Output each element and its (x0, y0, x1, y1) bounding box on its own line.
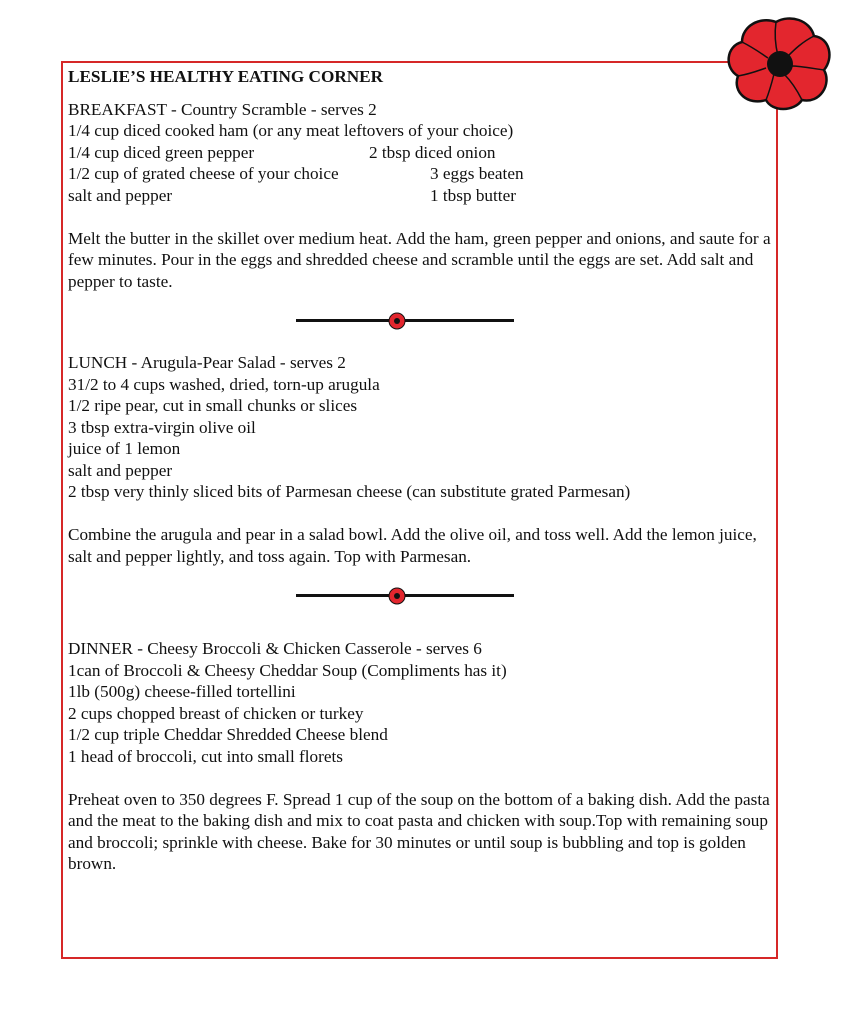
dinner-method: Preheat oven to 350 degrees F. Spread 1 cup of the soup on the bottom of a baking dish. Add the pasta and the meat to the baking dish and mix to coat pasta and chicken with soup.Top with remaining soup and broccoli; sprinkle with cheese. Bake for 30 minutes or until soup is bubbling and top is golden brown. (68, 789, 770, 873)
ingredient-line: 1lb (500g) cheese-filled tortellini (68, 682, 296, 701)
section-divider (296, 585, 514, 605)
ingredient-row (68, 142, 773, 164)
page-title: LESLIE’S HEALTHY EATING CORNER (68, 67, 384, 86)
ingredient-right: 1 tbsp butter (430, 185, 516, 205)
lunch-heading: LUNCH - Arugula-Pear Salad - serves 2 (68, 353, 346, 372)
ingredient-right: 2 tbsp diced onion (369, 142, 496, 162)
poppy-flower-icon (388, 587, 406, 605)
ingredient-left: 1/4 cup diced green pepper (68, 142, 255, 162)
ingredient-left: 1/2 cup of grated cheese of your choice (68, 164, 339, 183)
ingredient-line: 1can of Broccoli & Cheesy Cheddar Soup (Compliments has it) (68, 660, 507, 680)
ingredient-line: 1 head of broccoli, cut into small florets (68, 746, 343, 766)
ingredient-row (68, 163, 773, 185)
ingredient-line: 31/2 to 4 cups washed, dried, torn-up arugula (68, 374, 380, 394)
ingredient-line: salt and pepper (68, 460, 173, 480)
section-divider (296, 310, 514, 330)
dinner-heading: DINNER - Cheesy Broccoli & Chicken Casserole - serves 6 (68, 639, 482, 658)
ingredient-line: 1/2 ripe pear, cut in small chunks or slices (68, 396, 358, 415)
breakfast-heading: BREAKFAST - Country Scramble - serves 2 (68, 99, 377, 119)
poppy-flower-icon (388, 312, 406, 330)
ingredient-line: 2 cups chopped breast of chicken or turkey (68, 703, 364, 723)
ingredient-left: salt and pepper (68, 185, 173, 205)
ingredient-line: 3 tbsp extra-virgin olive oil (68, 417, 256, 437)
ingredient-line: 2 tbsp very thinly sliced bits of Parmesan cheese (can substitute grated Parmesan) (68, 482, 631, 501)
ingredient-line: 1/4 cup diced cooked ham (or any meat leftovers of your choice) (68, 121, 514, 140)
recipe-content (68, 66, 773, 875)
ingredient-line: juice of 1 lemon (68, 439, 181, 458)
ingredient-line: 1/2 cup triple Cheddar Shredded Cheese blend (68, 725, 388, 744)
ingredient-row (68, 185, 773, 207)
ingredient-right: 3 eggs beaten (430, 164, 524, 183)
breakfast-method: Melt the butter in the skillet over medium heat. Add the ham, green pepper and onions, and saute for a few minutes. Pour in the eggs and shredded cheese and scramble until the eggs are set. Add salt and pepper to taste. (68, 228, 771, 291)
lunch-method: Combine the arugula and pear in a salad bowl. Add the olive oil, and toss well. Add the lemon juice, salt and pepper lightly, and toss again. Top with Parmesan. (68, 525, 757, 566)
